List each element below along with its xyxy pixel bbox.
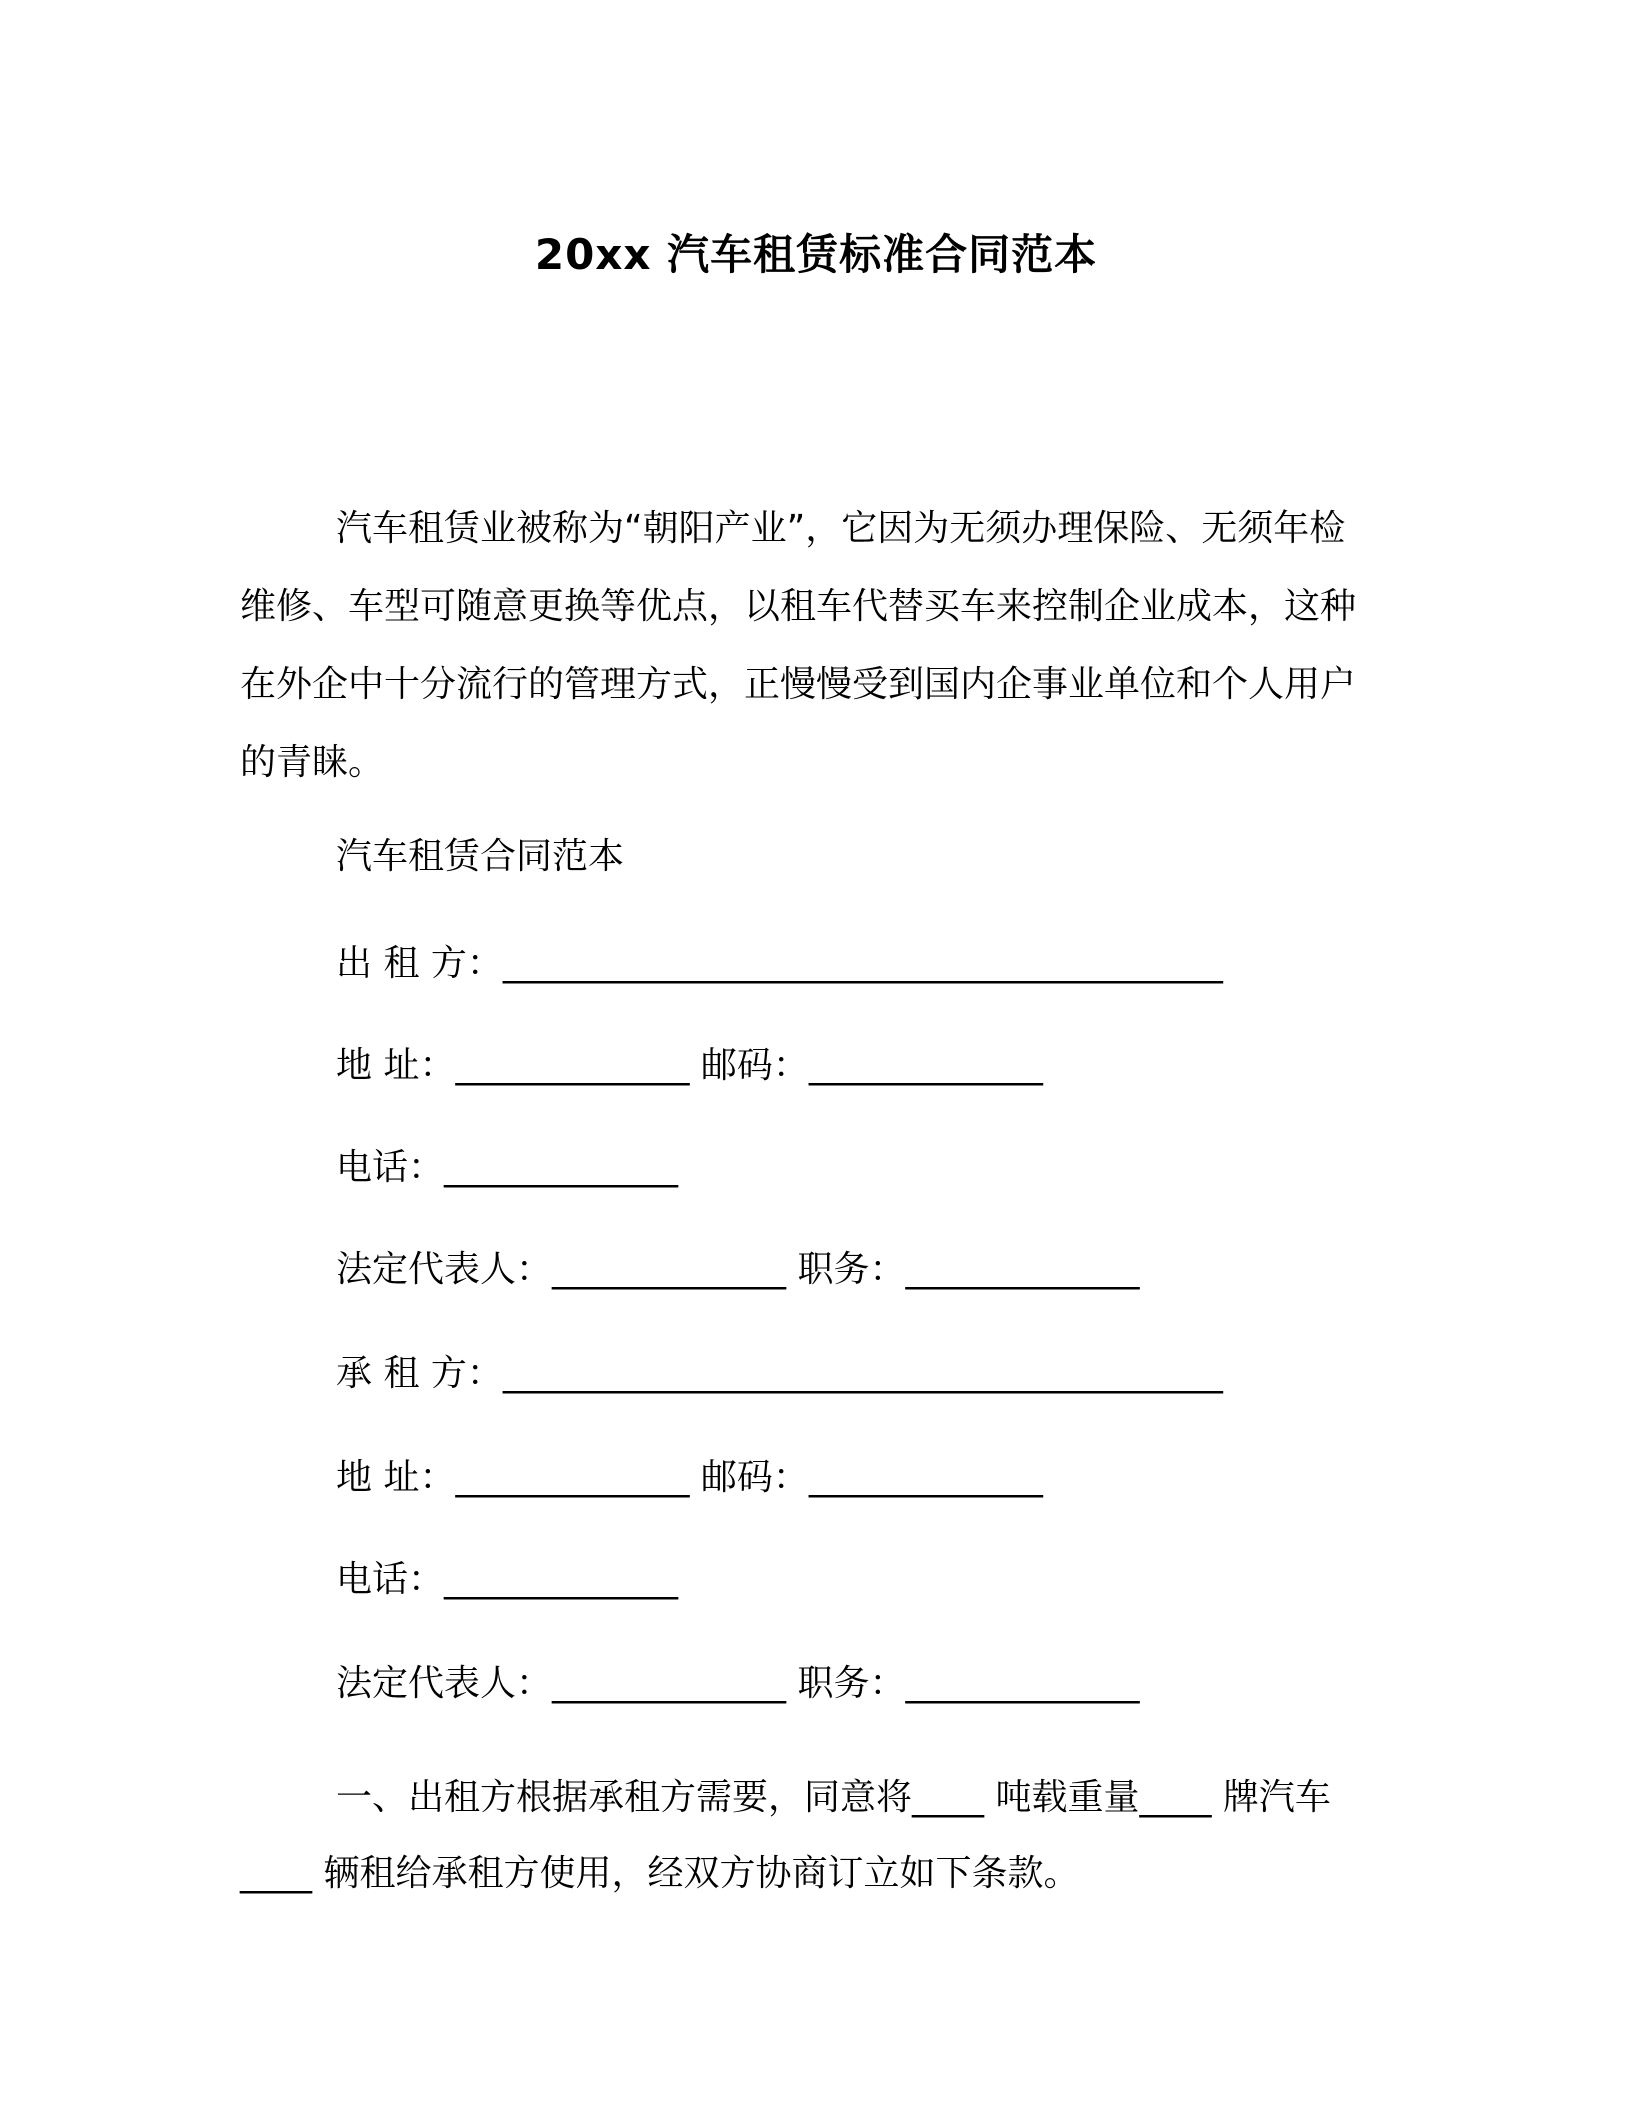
lessee-phone-field: 电话：_____________ — [336, 1559, 679, 1600]
lessor-phone-field: 电话：_____________ — [336, 1147, 679, 1188]
lessee-representative-field: 法定代表人：_____________ 职务：_____________ — [336, 1663, 1140, 1704]
document-title: 20xx 汽车租赁标准合同范本 — [534, 230, 1098, 279]
clause-1-paragraph: 一、出租方根据承租方需要，同意将____ 吨载重量____ 牌汽车____ 辆租给承租方使用，经双方协商订立如下条款。 — [240, 1777, 1331, 1894]
lessor-name-field: 出 租 方：________________________________________ — [336, 943, 1223, 984]
lessor-representative-field: 法定代表人：_____________ 职务：_____________ — [336, 1249, 1140, 1290]
lessor-address-field: 地 址：_____________ 邮码：_____________ — [336, 1045, 1043, 1086]
lessee-name-field: 承 租 方：________________________________________ — [336, 1353, 1223, 1394]
contract-subtitle: 汽车租赁合同范本 — [336, 836, 625, 877]
intro-paragraph: 汽车租赁业被称为“朝阳产业”，它因为无须办理保险、无须年检维修、车型可随意更换等优点，以租车代替买车来控制企业成本，这种在外企中十分流行的管理方式，正慢慢受到国内企事业单位和个人用户的青睐。 — [240, 508, 1357, 783]
lessee-address-field: 地 址：_____________ 邮码：_____________ — [336, 1457, 1043, 1498]
